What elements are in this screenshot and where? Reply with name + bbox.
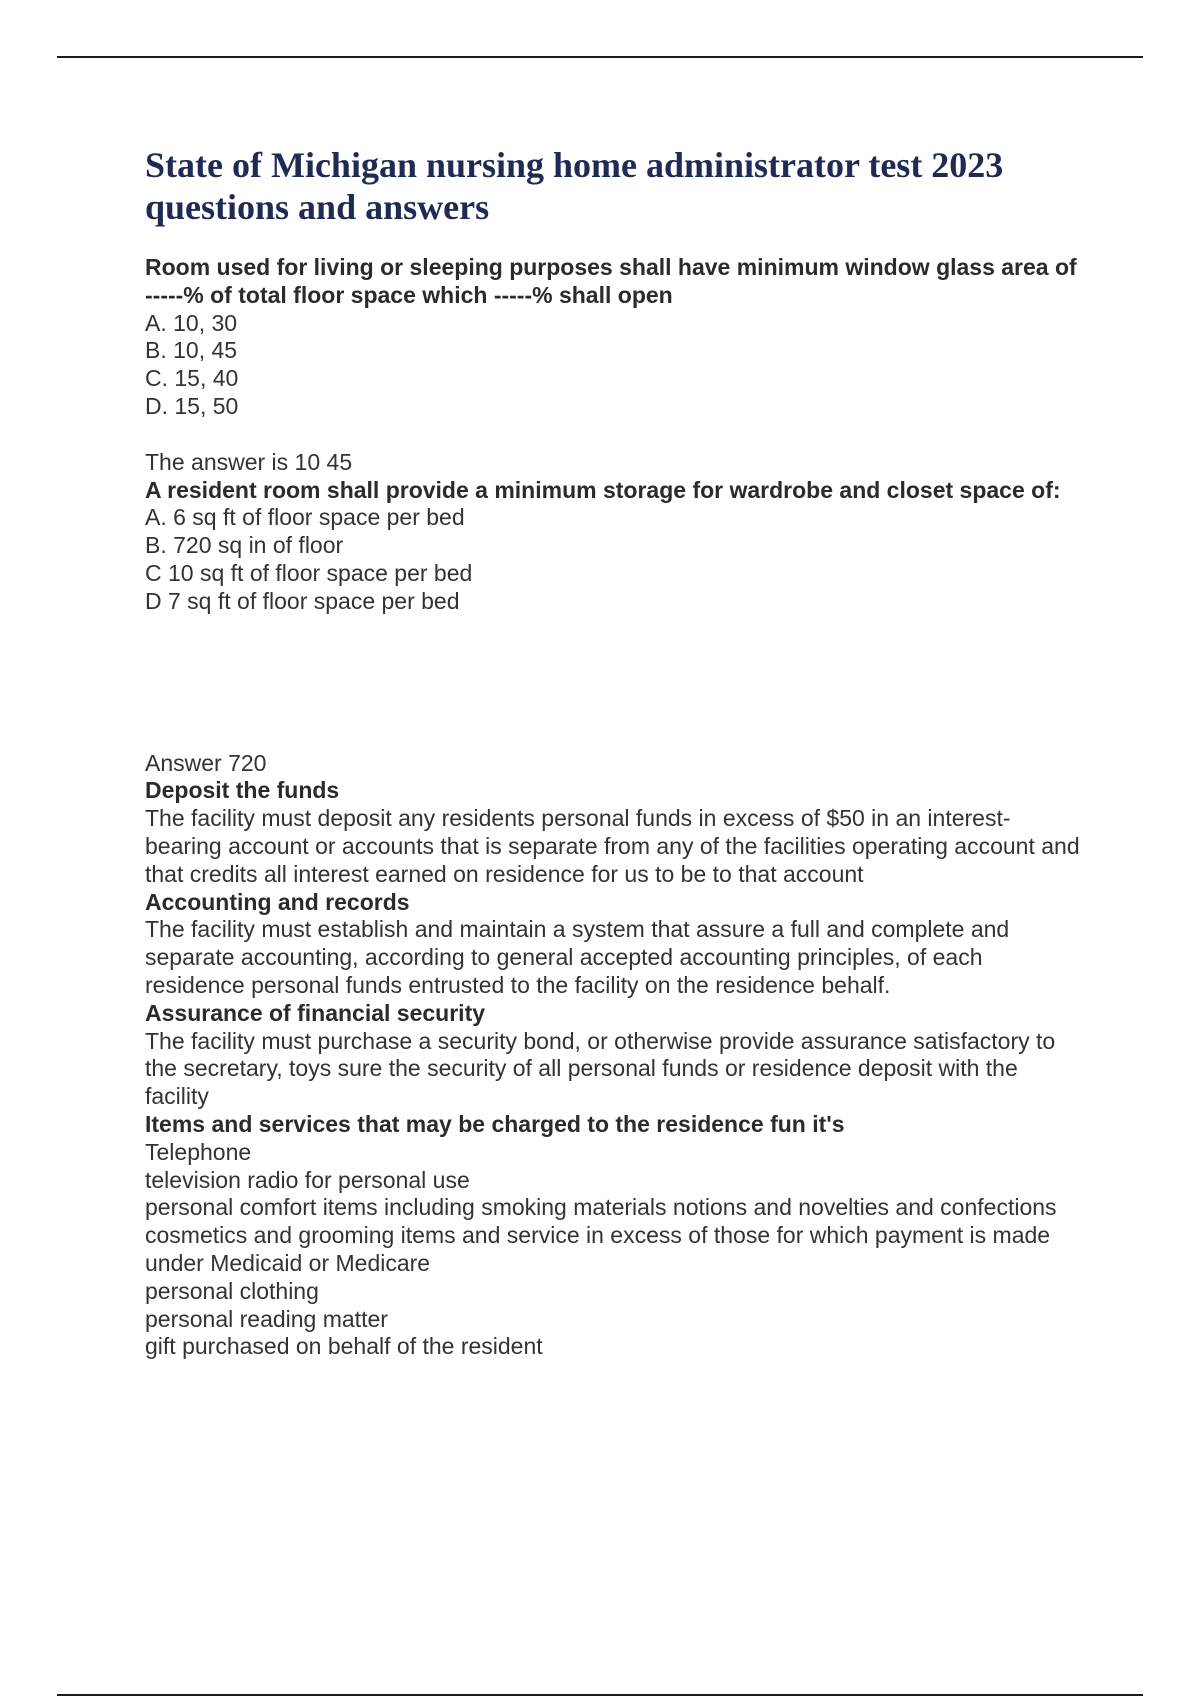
list-item: television radio for personal use — [145, 1166, 470, 1193]
question-2-option-a: A. 6 sq ft of floor space per bed — [145, 504, 465, 531]
question-2-text: A resident room shall provide a minimum storage for wardrobe and closet space of: — [145, 476, 1061, 503]
section-items — [145, 1111, 1085, 1361]
section-accounting — [145, 889, 1085, 1000]
question-1-answer: The answer is 10 45 — [145, 448, 353, 475]
question-1-option-d: D. 15, 50 — [145, 392, 239, 419]
list-item: gift purchased on behalf of the resident — [145, 1333, 543, 1360]
document-title: State of Michigan nursing home administrator test 2023 questions and answers — [145, 145, 1004, 227]
list-item: Telephone — [145, 1138, 252, 1165]
question-2 — [145, 477, 1085, 778]
question-1-option-c: C. 15, 40 — [145, 365, 239, 392]
list-item: cosmetics and grooming items and service in excess of those for which payment is made under Medicaid or Medicare — [145, 1222, 1051, 1276]
section-deposit — [145, 777, 1085, 888]
section-assurance-heading: Assurance of financial security — [145, 999, 486, 1026]
question-1-option-a: A. 10, 30 — [145, 309, 238, 336]
section-deposit-body: The facility must deposit any residents personal funds in excess of $50 in an interest-bearing account or accounts that is separate from any of the facilities operating account and that credits all interest earned on residence for us to be to that account — [145, 805, 1080, 887]
section-assurance — [145, 1000, 1085, 1111]
top-rule — [57, 56, 1143, 58]
question-1-option-b: B. 10, 45 — [145, 337, 238, 364]
section-accounting-heading: Accounting and records — [145, 888, 410, 915]
question-1 — [145, 254, 1085, 477]
list-item: personal comfort items including smoking materials notions and novelties and confections — [145, 1194, 1057, 1221]
list-item: personal reading matter — [145, 1305, 388, 1332]
question-1-text: Room used for living or sleeping purposes shall have minimum window glass area of -----% of total floor space which -----% shall open — [145, 254, 1077, 308]
section-items-heading: Items and services that may be charged to the residence fun it's — [145, 1110, 845, 1137]
question-2-answer: Answer 720 — [145, 749, 267, 776]
document-body — [145, 144, 1085, 1361]
section-assurance-body: The facility must purchase a security bond, or otherwise provide assurance satisfactory to the secretary, toys sure the security of all personal funds or residence deposit with the facility — [145, 1027, 1056, 1110]
bottom-rule — [57, 1694, 1143, 1696]
question-2-option-b: B. 720 sq in of floor — [145, 532, 344, 559]
question-2-option-c: C 10 sq ft of floor space per bed — [145, 559, 473, 586]
question-2-option-d: D 7 sq ft of floor space per bed — [145, 587, 460, 614]
section-deposit-heading: Deposit the funds — [145, 777, 340, 804]
list-item: personal clothing — [145, 1277, 319, 1304]
section-accounting-body: The facility must establish and maintain a system that assure a full and complete and separate accounting, according to general accepted accounting principles, of each residence personal funds entrusted to the facility on the residence behalf. — [145, 916, 1010, 998]
